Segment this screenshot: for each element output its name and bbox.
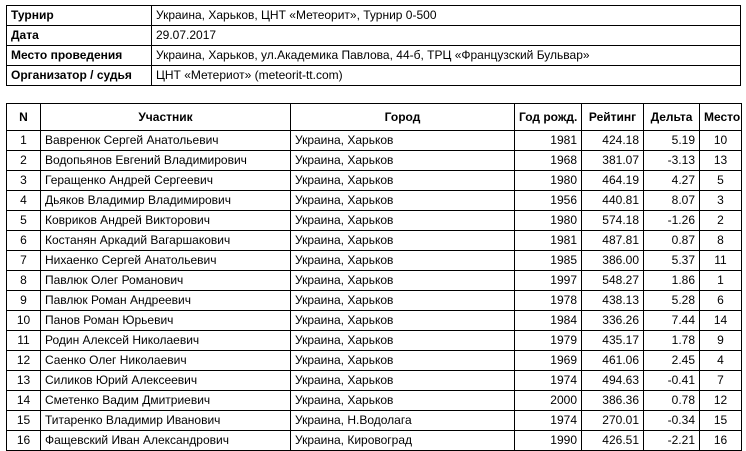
cell-city: Украина, Харьков: [291, 331, 515, 351]
cell-participant: Дьяков Владимир Владимирович: [41, 191, 291, 211]
cell-rating: 440.81: [582, 191, 644, 211]
cell-rating: 426.51: [582, 431, 644, 451]
cell-participant: Титаренко Владимир Иванович: [41, 411, 291, 431]
cell-number: 13: [7, 371, 41, 391]
cell-number: 5: [7, 211, 41, 231]
cell-city: Украина, Харьков: [291, 311, 515, 331]
cell-participant: Фащевский Иван Александрович: [41, 431, 291, 451]
table-row: [7, 351, 742, 371]
cell-delta: 1.78: [644, 331, 700, 351]
info-value: Украина, Харьков, ул.Академика Павлова, 44-б, ТРЦ «Французский Бульвар»: [152, 46, 741, 66]
cell-birth-year: 1969: [515, 351, 582, 371]
cell-number: 8: [7, 271, 41, 291]
cell-place: 3: [700, 191, 742, 211]
cell-birth-year: 1974: [515, 411, 582, 431]
table-row: [7, 411, 742, 431]
table-row: [7, 371, 742, 391]
cell-place: 16: [700, 431, 742, 451]
cell-place: 10: [700, 131, 742, 151]
cell-number: 12: [7, 351, 41, 371]
cell-rating: 386.36: [582, 391, 644, 411]
info-label: Турнир: [7, 6, 152, 26]
cell-place: 11: [700, 251, 742, 271]
info-row: [7, 46, 741, 66]
cell-participant: Саенко Олег Николаевич: [41, 351, 291, 371]
cell-number: 16: [7, 431, 41, 451]
cell-participant: Вавренюк Сергей Анатольевич: [41, 131, 291, 151]
table-row: [7, 231, 742, 251]
cell-birth-year: 1979: [515, 331, 582, 351]
info-label: Организатор / судья: [7, 66, 152, 86]
table-row: [7, 311, 742, 331]
cell-delta: -3.13: [644, 151, 700, 171]
cell-rating: 336.26: [582, 311, 644, 331]
header-birth-year: Год рожд.: [515, 104, 582, 131]
cell-city: Украина, Харьков: [291, 351, 515, 371]
table-row: [7, 211, 742, 231]
cell-participant: Силиков Юрий Алексеевич: [41, 371, 291, 391]
info-value: ЦНТ «Метериот» (meteorit-tt.com): [152, 66, 741, 86]
cell-delta: 7.44: [644, 311, 700, 331]
cell-city: Украина, Кировоград: [291, 431, 515, 451]
info-row: [7, 6, 741, 26]
cell-birth-year: 1984: [515, 311, 582, 331]
info-value: Украина, Харьков, ЦНТ «Метеорит», Турнир 0-500: [152, 6, 741, 26]
cell-city: Украина, Харьков: [291, 391, 515, 411]
cell-delta: 2.45: [644, 351, 700, 371]
cell-birth-year: 1985: [515, 251, 582, 271]
cell-city: Украина, Харьков: [291, 131, 515, 151]
header-participant: Участник: [41, 104, 291, 131]
cell-number: 15: [7, 411, 41, 431]
cell-participant: Панов Роман Юрьевич: [41, 311, 291, 331]
header-city: Город: [291, 104, 515, 131]
cell-rating: 494.63: [582, 371, 644, 391]
cell-rating: 548.27: [582, 271, 644, 291]
cell-birth-year: 1981: [515, 131, 582, 151]
table-row: [7, 391, 742, 411]
cell-city: Украина, Харьков: [291, 211, 515, 231]
cell-rating: 435.17: [582, 331, 644, 351]
table-row: [7, 431, 742, 451]
cell-rating: 386.00: [582, 251, 644, 271]
cell-birth-year: 1981: [515, 231, 582, 251]
results-header-row: [7, 104, 742, 131]
cell-city: Украина, Харьков: [291, 291, 515, 311]
cell-rating: 487.81: [582, 231, 644, 251]
cell-birth-year: 1980: [515, 211, 582, 231]
cell-city: Украина, Харьков: [291, 171, 515, 191]
cell-participant: Павлюк Олег Романович: [41, 271, 291, 291]
info-row: [7, 66, 741, 86]
cell-rating: 381.07: [582, 151, 644, 171]
header-place: Место: [700, 104, 742, 131]
cell-rating: 270.01: [582, 411, 644, 431]
table-row: [7, 171, 742, 191]
cell-delta: 0.78: [644, 391, 700, 411]
cell-birth-year: 1997: [515, 271, 582, 291]
cell-place: 13: [700, 151, 742, 171]
cell-place: 9: [700, 331, 742, 351]
cell-place: 12: [700, 391, 742, 411]
cell-place: 1: [700, 271, 742, 291]
cell-place: 2: [700, 211, 742, 231]
cell-city: Украина, Харьков: [291, 191, 515, 211]
cell-number: 11: [7, 331, 41, 351]
cell-participant: Ковриков Андрей Викторович: [41, 211, 291, 231]
cell-place: 8: [700, 231, 742, 251]
cell-number: 9: [7, 291, 41, 311]
cell-number: 7: [7, 251, 41, 271]
cell-rating: 461.06: [582, 351, 644, 371]
cell-city: Украина, Харьков: [291, 251, 515, 271]
table-row: [7, 131, 742, 151]
cell-birth-year: 1956: [515, 191, 582, 211]
cell-delta: 5.19: [644, 131, 700, 151]
cell-number: 3: [7, 171, 41, 191]
cell-place: 5: [700, 171, 742, 191]
cell-participant: Павлюк Роман Андреевич: [41, 291, 291, 311]
cell-number: 4: [7, 191, 41, 211]
cell-place: 4: [700, 351, 742, 371]
cell-delta: 8.07: [644, 191, 700, 211]
cell-birth-year: 1980: [515, 171, 582, 191]
cell-participant: Родин Алексей Николаевич: [41, 331, 291, 351]
cell-delta: -0.41: [644, 371, 700, 391]
info-value: 29.07.2017: [152, 26, 741, 46]
cell-delta: -1.26: [644, 211, 700, 231]
cell-delta: 4.27: [644, 171, 700, 191]
cell-delta: 5.28: [644, 291, 700, 311]
cell-place: 15: [700, 411, 742, 431]
cell-number: 6: [7, 231, 41, 251]
table-row: [7, 331, 742, 351]
info-row: [7, 26, 741, 46]
cell-number: 2: [7, 151, 41, 171]
info-label: Место проведения: [7, 46, 152, 66]
cell-birth-year: 1968: [515, 151, 582, 171]
table-row: [7, 191, 742, 211]
table-row: [7, 251, 742, 271]
cell-city: Украина, Харьков: [291, 271, 515, 291]
cell-participant: Сметенко Вадим Дмитриевич: [41, 391, 291, 411]
cell-city: Украина, Н.Водолага: [291, 411, 515, 431]
cell-birth-year: 2000: [515, 391, 582, 411]
tournament-info-table: [6, 5, 741, 86]
header-rating: Рейтинг: [582, 104, 644, 131]
header-number: N: [7, 104, 41, 131]
table-row: [7, 271, 742, 291]
header-delta: Дельта: [644, 104, 700, 131]
cell-delta: 0.87: [644, 231, 700, 251]
results-table: [6, 103, 742, 451]
cell-place: 6: [700, 291, 742, 311]
cell-city: Украина, Харьков: [291, 231, 515, 251]
cell-number: 10: [7, 311, 41, 331]
cell-participant: Нихаенко Сергей Анатольевич: [41, 251, 291, 271]
cell-place: 14: [700, 311, 742, 331]
cell-participant: Костанян Аркадий Вагаршакович: [41, 231, 291, 251]
cell-birth-year: 1974: [515, 371, 582, 391]
info-label: Дата: [7, 26, 152, 46]
cell-city: Украина, Харьков: [291, 151, 515, 171]
table-row: [7, 151, 742, 171]
cell-birth-year: 1978: [515, 291, 582, 311]
cell-delta: -0.34: [644, 411, 700, 431]
cell-participant: Геращенко Андрей Сергеевич: [41, 171, 291, 191]
cell-number: 14: [7, 391, 41, 411]
cell-rating: 424.18: [582, 131, 644, 151]
cell-number: 1: [7, 131, 41, 151]
cell-delta: 5.37: [644, 251, 700, 271]
cell-delta: 1.86: [644, 271, 700, 291]
cell-rating: 464.19: [582, 171, 644, 191]
cell-place: 7: [700, 371, 742, 391]
cell-birth-year: 1990: [515, 431, 582, 451]
cell-delta: -2.21: [644, 431, 700, 451]
table-row: [7, 291, 742, 311]
cell-rating: 574.18: [582, 211, 644, 231]
cell-city: Украина, Харьков: [291, 371, 515, 391]
cell-rating: 438.13: [582, 291, 644, 311]
cell-participant: Водопьянов Евгений Владимирович: [41, 151, 291, 171]
